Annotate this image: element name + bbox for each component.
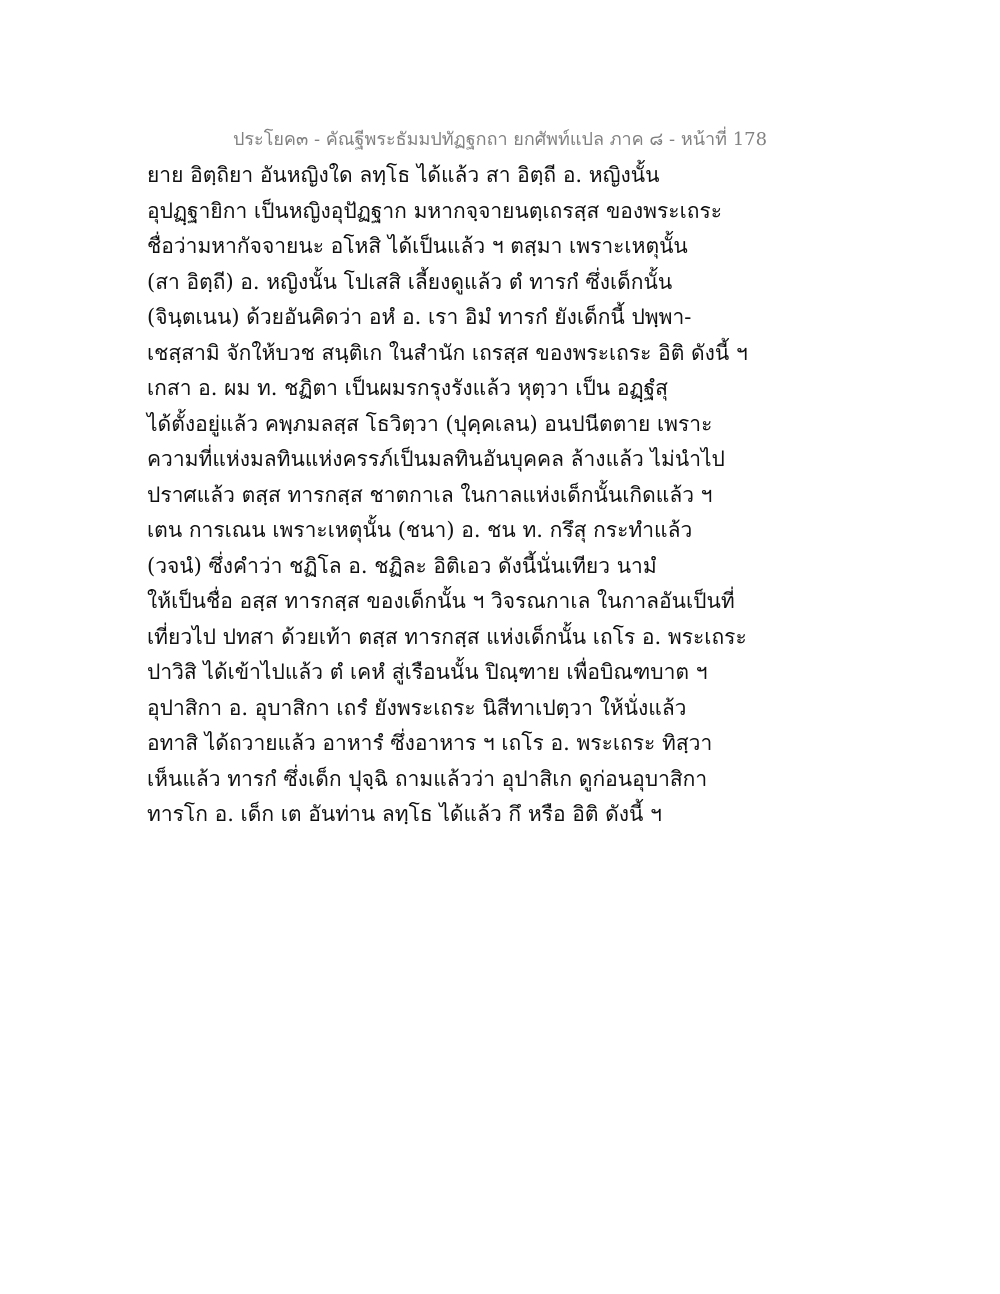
text-line: เที่ยวไป ปทสา ด้วยเท้า ตสฺส ทารกสฺส แห่งเด็กนั้น เถโร อ. พระเถระ bbox=[147, 624, 747, 649]
text-line: เห็นแล้ว ทารกํ ซึ่งเด็ก ปุจฺฉิ ถามแล้วว่า อุปาสิเก ดูก่อนอุบาสิกา bbox=[147, 766, 708, 791]
page-header: ประโยค๓ - คัณฐีพระธัมมปทัฏฐกถา ยกศัพท์แปล ภาค ๘ - หน้าที่ 178 bbox=[232, 129, 768, 150]
text-line: (วจนํ) ซึ่งคำว่า ชฏิโล อ. ชฏิละ อิติเอว ดังนี้นั่นเทียว นามํ bbox=[147, 553, 657, 578]
text-line: ความที่แห่งมลทินแห่งครรภ์เป็นมลทินอันบุคคล ล้างแล้ว ไม่นำไป bbox=[147, 447, 725, 471]
text-line: อุปาสิกา อ. อุบาสิกา เถรํ ยังพระเถระ นิสีทาเปตฺวา ให้นั่งแล้ว bbox=[147, 695, 687, 720]
text-line: ปาวิสิ ได้เข้าไปแล้ว ตํ เคหํ สู่เรือนนั้น ปิณฺฑาย เพื่อบิณฑบาต ฯ bbox=[147, 660, 708, 684]
text-line: (จินฺตเนน) ด้วยอันคิดว่า อหํ อ. เรา อิมํ ทารกํ ยังเด็กนี้ ปพฺพา- bbox=[147, 305, 692, 329]
text-line: ปราศแล้ว ตสฺส ทารกสฺส ชาตกาเล ในกาลแห่งเด็กนั้นเกิดแล้ว ฯ bbox=[147, 482, 713, 507]
text-line: ทารโก อ. เด็ก เต อันท่าน ลทฺโธ ได้แล้ว กึ หรือ อิติ ดังนี้ ฯ bbox=[147, 802, 662, 826]
text-line: (สา อิตฺถี) อ. หญิงนั้น โปเสสิ เลี้ยงดูแล้ว ตํ ทารกํ ซึ่งเด็กนั้น bbox=[147, 269, 673, 294]
text-line: เกสา อ. ผม ท. ชฏิตา เป็นผมรกรุงรังแล้ว หุตฺวา เป็น อฏฺฐํสุ bbox=[147, 376, 668, 400]
text-line: อุปฏฺฐายิกา เป็นหญิงอุปัฏฐาก มหากจฺจายนตฺเถรสฺส ของพระเถระ bbox=[147, 198, 723, 223]
body-text bbox=[147, 158, 767, 833]
text-line: ได้ตั้งอยู่แล้ว คพฺภมลสฺส โธวิตฺวา (ปุคฺคเลน) อนปนีตตาย เพราะ bbox=[147, 411, 713, 436]
text-line: ชื่อว่ามหากัจจายนะ อโหสิ ได้เป็นแล้ว ฯ ตสฺมา เพราะเหตุนั้น bbox=[147, 234, 688, 258]
text-line: อทาสิ ได้ถวายแล้ว อาหารํ ซึ่งอาหาร ฯ เถโร อ. พระเถระ ทิสฺวา bbox=[147, 731, 713, 755]
text-line: เชสฺสามิ จักให้บวช สนฺติเก ในสำนัก เถรสฺส ของพระเถระ อิติ ดังนี้ ฯ bbox=[147, 340, 748, 365]
text-line: ยาย อิตฺถิยา อันหญิงใด ลทฺโธ ได้แล้ว สา อิตฺถี อ. หญิงนั้น bbox=[147, 163, 660, 187]
text-line: เตน การเณน เพราะเหตุนั้น (ชนา) อ. ชน ท. กรึสุ กระทำแล้ว bbox=[147, 518, 693, 542]
text-line: ให้เป็นชื่อ อสฺส ทารกสฺส ของเด็กนั้น ฯ วิจรณกาเล ในกาลอันเป็นที่ bbox=[147, 589, 735, 613]
